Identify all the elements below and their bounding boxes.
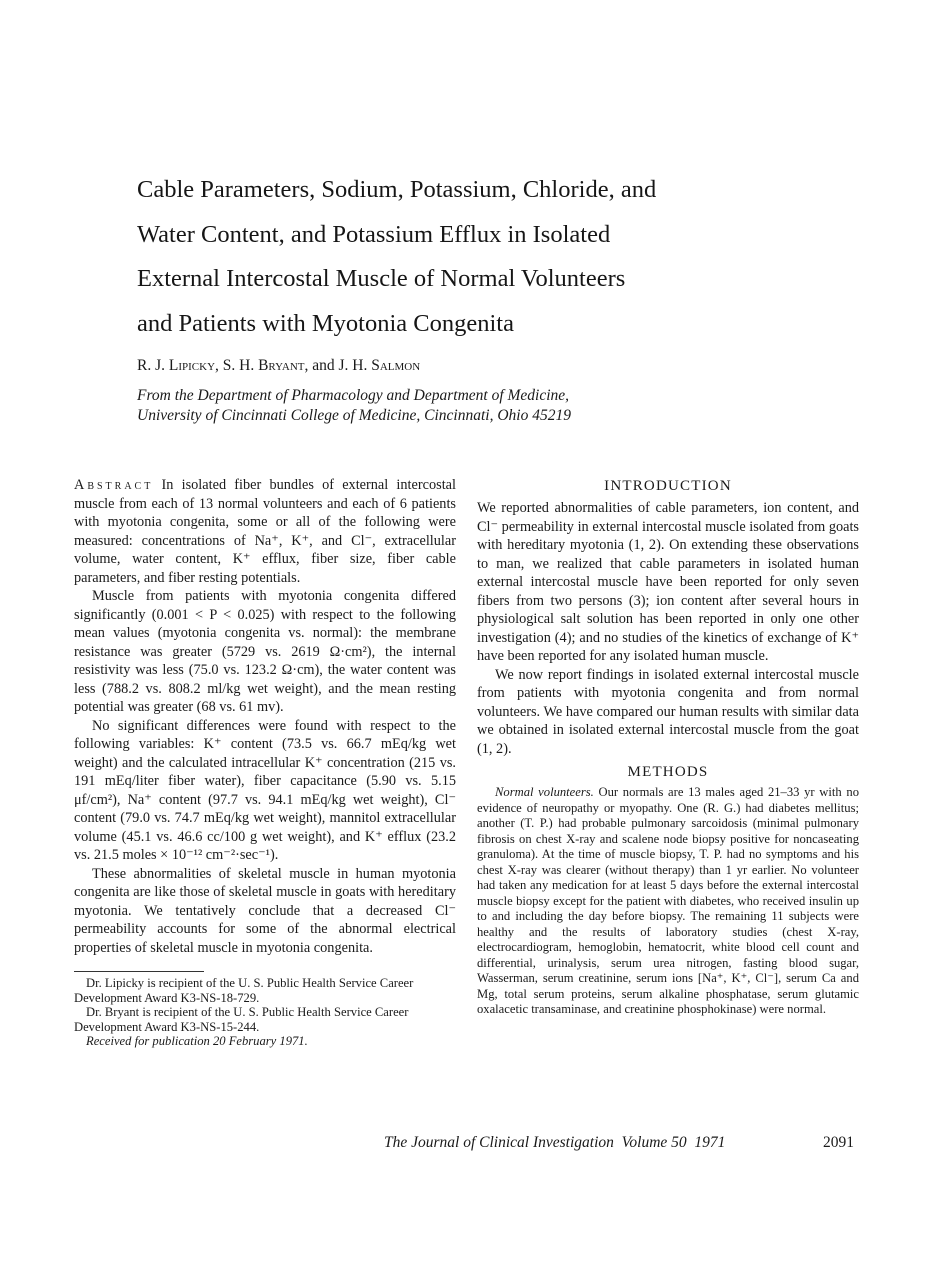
footnotes	[74, 976, 456, 1049]
methods-body	[477, 785, 859, 1018]
title-line: Cable Parameters, Sodium, Potassium, Chloride, and	[137, 176, 657, 203]
abstract-paragraph: Muscle from patients with myotonia congenita differed significantly (0.001 < P < 0.025) with respect to the following mean values (myotonia congenita vs. normal): the membrane resistance was greater (5729 vs. 2619 Ω·cm²), the internal resistivity was less (75.0 vs. 123.2 Ω·cm), the water content was less (788.2 vs. 808.2 ml/kg wet weight), and the mean resting potential was greater (68 vs. 61 mv).	[74, 588, 456, 715]
title-line: Water Content, and Potassium Efflux in Isolated	[137, 220, 611, 248]
left-column	[74, 476, 456, 1049]
page-footer	[384, 1134, 854, 1152]
received-date: Received for publication 20 February 1971.	[86, 1034, 308, 1048]
title-line: External Intercostal Muscle of Normal Volunteers	[137, 265, 626, 292]
article-title	[137, 168, 837, 346]
intro-paragraph: We reported abnormalities of cable parameters, ion content, and Cl⁻ permeability in external intercostal muscle isolated from goats with hereditary myotonia (1, 2). On extending these observations to man, we realized that cable parameters in isolated human external intercostal muscle have been reported for only seven fibers from two persons (3); ion content after several hours in physiological salt solution has been reported in only one other investigation (4); and no studies of the kinetics of exchange of K⁺ have been reported for any isolated human muscle.	[477, 500, 859, 664]
author-name: Bryant	[258, 357, 305, 374]
journal-volume: Volume 50	[621, 1134, 687, 1151]
methods-text: Our normals are 13 males aged 21–33 yr with no evidence of neuropathy or myopathy. One (R. G.) had diabetes mellitus; another (T. P.) had probable pulmonary sarcoidosis (minimal pulmonary fibrosis on chest X-ray and scalene node biopsy positive for noncaseating granuloma). At the time of muscle biopsy, T. P. had no symptoms and his chest X-ray was clearer (without therapy) than 1 yr earlier. No volunteer had taken any medication for at least 5 days before the external intercostal muscle biopsy except for the patient with diabetes, who received insulin up to and including the day before biopsy. The remaining 11 subjects were healthy and the results of laboratory studies (chest X-ray, electrocardiogram, hemoglobin, hematocrit, white blood cell count and differential, urinalysis, serum urea nitrogen, fasting blood sugar, Wasserman, serum creatinine, serum ions [Na⁺, K⁺, Cl⁻], serum Ca and Mg, total serum proteins, serum alkaline phosphatase, serum glutamic oxalacetic transaminase, and creatinine phosphokinase) were normal.	[477, 785, 859, 1016]
affiliation-line: University of Cincinnati College of Medicine, Cincinnati, Ohio 45219	[137, 407, 571, 424]
author-initials: R. J.	[137, 357, 169, 374]
author-list	[137, 357, 420, 375]
title-line: and Patients with Myotonia Congenita	[137, 309, 514, 337]
abstract-paragraph: No significant differences were found with respect to the following variables: K⁺ content (73.5 vs. 66.7 mEq/kg wet weight) and the calculated intracellular K⁺ concentration (215 vs. 191 mEq/liter fiber water), fiber capacitance (5.90 vs. 5.15 μf/cm²), Na⁺ content (97.7 vs. 94.1 mEq/kg wet weight), Cl⁻ content (79.0 vs. 74.7 mEq/kg wet weight), mannitol extracellular volume (45.1 vs. 46.6 cc/100 g wet weight), and K⁺ efflux (23.2 vs. 21.5 moles × 10⁻¹² cm⁻²·sec⁻¹).	[74, 717, 456, 863]
footnote: Dr. Lipicky is recipient of the U. S. Public Health Service Career Development Award K3-NS-18-729.	[74, 976, 414, 1005]
author-name: Lipicky	[168, 357, 216, 374]
right-column	[477, 476, 859, 1018]
abstract-text: In isolated fiber bundles of external intercostal muscle from each of 13 normal volunteers and each of 6 patients with myotonia congenita, some or all of the following were measured: concentrations of Na⁺, K⁺, and Cl⁻, extracellular volume, water content, K⁺ efflux, fiber size, fiber cable parameters, and fiber resting potentials.	[74, 477, 456, 586]
journal-name: The Journal of Clinical Investigation	[384, 1134, 614, 1151]
abstract-paragraph	[74, 476, 456, 587]
methods-paragraph	[477, 785, 859, 1018]
author-separator: , and J. H.	[304, 357, 372, 374]
footnote-rule	[74, 971, 204, 972]
affiliation-line: From the Department of Pharmacology and Department of Medicine,	[137, 387, 570, 404]
methods-subheading: Normal volunteers.	[495, 785, 594, 799]
abstract-label: Abstract	[74, 477, 154, 493]
page-number: 2091	[823, 1134, 854, 1151]
abstract-paragraph: These abnormalities of skeletal muscle in human myotonia congenita are like those of skeletal muscle in goats with hereditary myotonia. We tentatively conclude that a decreased Cl⁻ permeability accounts for some of the abnormal electrical properties of skeletal muscle in myotonia congenita.	[74, 865, 456, 956]
section-heading-introduction: INTRODUCTION	[604, 478, 732, 494]
affiliation	[137, 386, 571, 426]
section-heading-methods: METHODS	[627, 764, 709, 780]
journal-year: 1971	[694, 1134, 726, 1151]
author-separator: , S. H.	[215, 357, 259, 374]
footnote: Dr. Bryant is recipient of the U. S. Public Health Service Career Development Award K3-NS-15-244.	[74, 1005, 409, 1034]
intro-paragraph: We now report findings in isolated external intercostal muscle from patients with myotonia congenita and from normal volunteers. We have compared our human results with similar data we obtained in isolated external intercostal muscle from the goat (1, 2).	[477, 666, 859, 757]
author-name: Salmon	[371, 357, 421, 374]
